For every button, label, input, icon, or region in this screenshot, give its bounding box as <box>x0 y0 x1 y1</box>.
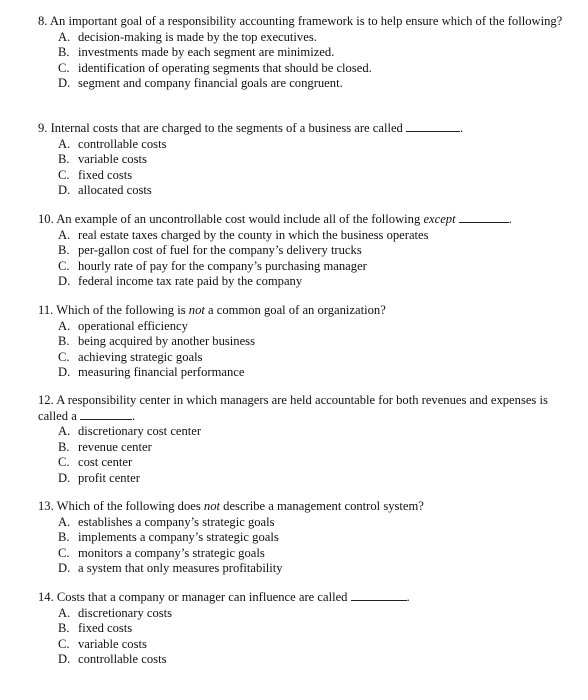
option-c: C. cost center <box>58 455 133 469</box>
option-list <box>38 515 574 577</box>
answer-blank <box>351 590 407 601</box>
question-9 <box>38 121 574 199</box>
option-a: A. operational efficiency <box>58 318 188 333</box>
option-d: D. measuring financial performance <box>58 365 245 379</box>
option-c: C. fixed costs <box>58 167 133 182</box>
question-13 <box>38 499 574 577</box>
option-d: D. allocated costs <box>58 183 152 197</box>
option-b: B. investments made by each segment are minimized. <box>58 45 335 59</box>
question-11 <box>38 303 574 381</box>
option-a: A. discretionary costs <box>58 605 173 620</box>
option-c: C. achieving strategic goals <box>58 349 203 364</box>
option-d: D. segment and company financial goals are congruent. <box>58 76 343 90</box>
question-stem: 11. Which of the following is not a common goal of an organization? <box>38 303 386 317</box>
option-list <box>38 137 574 199</box>
question-stem: 10. An example of an uncontrollable cost would include all of the following except . <box>38 212 512 226</box>
option-a: A. decision-making is made by the top executives. <box>58 29 317 44</box>
option-list <box>38 30 574 92</box>
question-10 <box>38 212 574 290</box>
question-stem: 13. Which of the following does not describe a management control system? <box>38 499 424 513</box>
question-stem: 9. Internal costs that are charged to the segments of a business are called . <box>38 121 464 135</box>
question-8 <box>38 14 574 92</box>
question-stem: 14. Costs that a company or manager can influence are called . <box>38 590 410 604</box>
question-stem: 12. A responsibility center in which managers are held accountable for both revenues and expenses is called a . <box>38 393 548 423</box>
answer-blank <box>406 121 460 132</box>
option-b: B. being acquired by another business <box>58 334 255 348</box>
option-c: C. variable costs <box>58 636 147 651</box>
answer-blank <box>459 212 509 223</box>
option-d: D. controllable costs <box>58 652 167 666</box>
option-a: A. real estate taxes charged by the county in which the business operates <box>58 227 429 242</box>
option-a: A. controllable costs <box>58 136 167 151</box>
answer-blank <box>80 409 132 420</box>
question-stem: 8. An important goal of a responsibility accounting framework is to help ensure which of the following? <box>38 14 563 28</box>
option-b: B. revenue center <box>58 439 152 454</box>
option-b: B. implements a company’s strategic goals <box>58 530 279 544</box>
option-a: A. establishes a company’s strategic goals <box>58 514 275 529</box>
option-b: B. variable costs <box>58 152 147 166</box>
option-c: C. identification of operating segments that should be closed. <box>58 60 372 75</box>
option-b: B. fixed costs <box>58 621 133 635</box>
option-list <box>38 606 574 668</box>
option-c: C. monitors a company’s strategic goals <box>58 545 265 560</box>
option-b: B. per-gallon cost of fuel for the company’s delivery trucks <box>58 243 362 257</box>
question-14 <box>38 590 574 668</box>
option-list <box>38 424 574 486</box>
question-12 <box>38 393 574 486</box>
option-a: A. discretionary cost center <box>58 424 202 438</box>
option-d: D. federal income tax rate paid by the company <box>58 274 303 288</box>
option-list <box>38 228 574 290</box>
option-c: C. hourly rate of pay for the company’s purchasing manager <box>58 258 367 273</box>
option-d: D. a system that only measures profitability <box>58 561 283 575</box>
option-list <box>38 319 574 381</box>
option-d: D. profit center <box>58 470 140 485</box>
